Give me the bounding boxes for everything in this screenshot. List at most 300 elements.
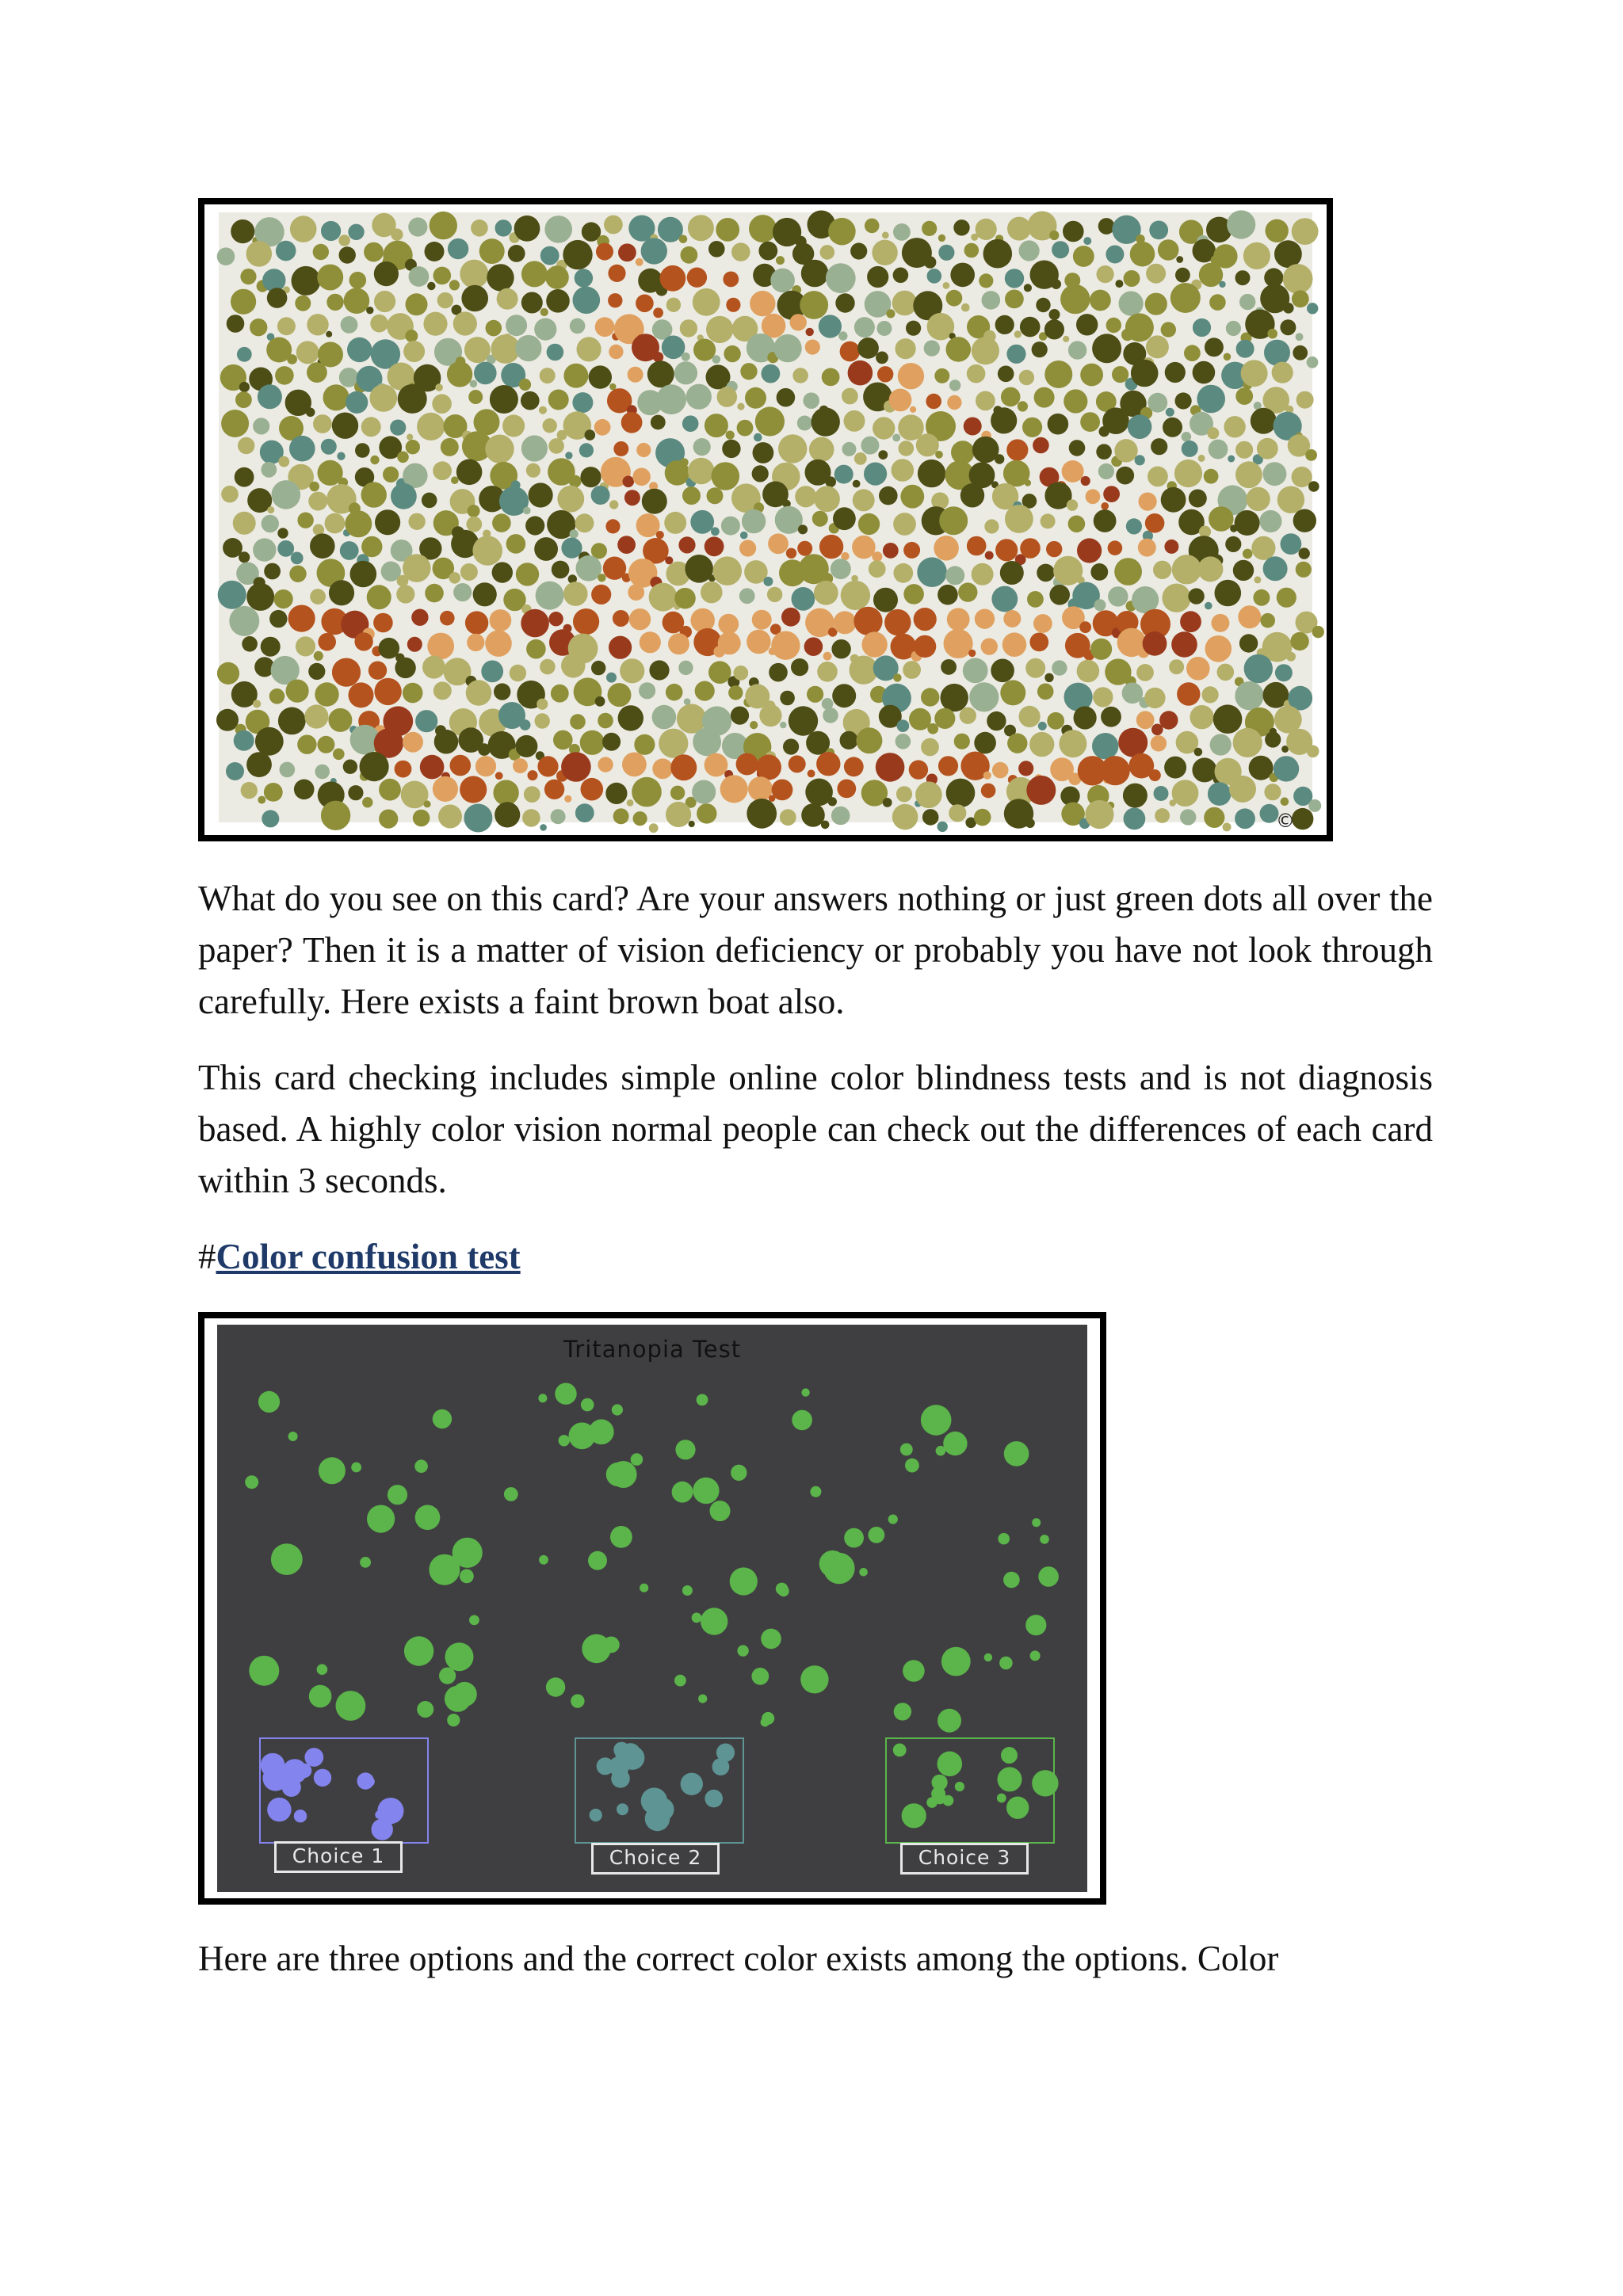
boat-dot (395, 761, 412, 778)
boat-dot (861, 631, 887, 657)
test-dot (674, 1675, 686, 1687)
plate-dot (857, 338, 879, 359)
plate-dot (1190, 705, 1213, 729)
plate-dot (321, 439, 337, 455)
test-dot (319, 1457, 346, 1484)
plate-dot (974, 809, 991, 826)
plate-dot (693, 728, 721, 757)
plate-dot (438, 805, 462, 829)
plate-dot (745, 387, 766, 409)
plate-dot (783, 738, 799, 754)
plate-dot (1176, 256, 1183, 263)
plate-dot (1076, 314, 1098, 335)
plate-dot (1112, 366, 1128, 383)
plate-dot (1128, 414, 1152, 439)
plate-dot (534, 537, 558, 561)
plate-dot (295, 296, 311, 311)
plate-dot (598, 574, 605, 582)
choice-3-swatch-dot (1001, 1747, 1018, 1764)
plate-dot (882, 232, 889, 239)
test-dot (559, 1435, 570, 1446)
plate-dot (1209, 506, 1234, 532)
plate-dot (892, 291, 918, 316)
boat-dot (992, 762, 1009, 779)
boat-dot (848, 360, 873, 386)
test-dot (675, 1440, 695, 1459)
plate-dot (627, 799, 634, 807)
test-dot (610, 1526, 632, 1548)
plate-dot (546, 289, 570, 313)
plate-dot (407, 434, 413, 441)
choice-3-swatch-dot (1040, 1772, 1048, 1779)
boat-dot (876, 753, 905, 782)
test-dot (761, 1718, 770, 1727)
plate-dot (328, 708, 352, 732)
test-dot (414, 1459, 428, 1473)
plate-dot (853, 489, 875, 511)
plate-dot (613, 808, 629, 824)
plate-dot (935, 451, 943, 459)
boat-dot (548, 612, 563, 626)
plate-dot (708, 661, 731, 684)
plate-dot (563, 240, 592, 269)
plate-dot (939, 506, 968, 535)
plate-dot (403, 554, 431, 582)
plate-dot (876, 352, 888, 364)
plate-dot (366, 307, 373, 314)
plate-dot (692, 780, 716, 804)
plate-dot (235, 467, 254, 487)
test-dot (367, 1505, 395, 1533)
plate-dot (1052, 660, 1067, 675)
boat-dot (318, 633, 336, 651)
plate-dot (470, 380, 478, 388)
plate-dot (777, 388, 796, 407)
plate-dot (938, 585, 958, 605)
plate-dot (460, 260, 488, 288)
plate-dot (1080, 364, 1103, 387)
plate-dot (987, 711, 1006, 730)
plate-dot (1092, 733, 1118, 759)
plate-dot (468, 505, 480, 517)
test-dot (905, 1459, 919, 1473)
plate-dot (332, 413, 358, 439)
plate-dot (521, 261, 548, 287)
boat-dot (968, 650, 976, 657)
boat-dot (910, 406, 916, 413)
plate-dot (466, 517, 482, 532)
plate-dot (229, 606, 259, 636)
plate-dot (1274, 756, 1299, 781)
plate-dot (396, 585, 414, 603)
plate-dot (561, 654, 586, 678)
boat-dot (718, 614, 739, 635)
plate-dot (1188, 588, 1204, 604)
plate-dot (1197, 556, 1223, 582)
test-dot (360, 1557, 371, 1568)
choice-1-swatch-dot (304, 1748, 323, 1767)
plate-dot (1123, 784, 1148, 808)
plate-dot (460, 563, 478, 581)
choice-3-swatch-dot (934, 1792, 946, 1804)
choice-1-button[interactable]: Choice 1 (274, 1841, 403, 1873)
plate-dot (1208, 782, 1232, 806)
test-dot (504, 1487, 518, 1501)
plate-dot (313, 244, 329, 260)
plate-dot (406, 440, 420, 454)
plate-dot (490, 385, 518, 414)
boat-dot (797, 541, 812, 556)
plate-dot (769, 663, 788, 682)
plate-dot (620, 658, 644, 683)
plate-dot (1259, 510, 1281, 532)
choice-1-swatch-dot (261, 1753, 285, 1778)
test-dot (701, 1608, 727, 1634)
boat-dot (877, 366, 893, 382)
plate-dot (1151, 438, 1167, 455)
plate-dot (1274, 240, 1302, 268)
plate-dot (552, 561, 570, 579)
plate-dot (1025, 479, 1032, 486)
test-dot (730, 1567, 758, 1595)
plate-dot (534, 318, 556, 341)
plate-dot (524, 786, 540, 803)
plate-dot (1235, 808, 1255, 829)
boat-dot (1081, 476, 1090, 486)
plate-dot (1007, 217, 1031, 241)
boat-dot (427, 633, 454, 660)
boat-dot (629, 608, 651, 630)
plate-dot (563, 582, 588, 606)
plate-dot (834, 465, 854, 484)
plate-dot (1197, 385, 1225, 414)
plate-dot (1126, 518, 1142, 534)
plate-dot (341, 316, 358, 334)
plate-dot (651, 415, 666, 430)
boat-dot (1079, 621, 1091, 633)
plate-dot (487, 264, 514, 291)
plate-dot (1080, 412, 1100, 432)
test-dot (439, 1668, 456, 1684)
plate-dot (258, 384, 282, 409)
plate-dot (1052, 241, 1069, 258)
plate-dot (355, 443, 370, 458)
plate-dot (278, 456, 289, 467)
plate-dot (873, 588, 898, 612)
plate-dot (1092, 334, 1121, 363)
test-dot (936, 1446, 946, 1456)
boat-dot (528, 770, 538, 780)
test-dot (999, 1657, 1013, 1670)
plate-dot (1155, 808, 1170, 823)
test-dot (415, 1505, 441, 1531)
plate-dot (423, 312, 447, 336)
choice-2-button[interactable]: Choice 2 (591, 1843, 720, 1875)
plate-dot (1136, 664, 1154, 681)
boat-dot (926, 394, 941, 410)
plate-dot (1204, 807, 1224, 828)
plate-dot (1124, 808, 1146, 830)
plate-dot (1299, 547, 1310, 559)
plate-dot (290, 215, 317, 242)
boat-dot (768, 533, 789, 554)
plate-dot (1292, 218, 1319, 245)
plate-dot (666, 298, 681, 312)
plate-dot (1266, 219, 1289, 242)
plate-dot (879, 486, 898, 505)
boat-dot (440, 611, 455, 626)
plate-dot (403, 341, 425, 362)
plate-dot (323, 384, 349, 410)
plate-dot (1064, 389, 1087, 413)
choice-2-swatch-dot (716, 1744, 735, 1762)
plate-dot (434, 730, 459, 754)
color-confusion-test-link[interactable]: Color confusion test (216, 1237, 521, 1276)
boat-dot (668, 633, 689, 654)
boat-dot (1171, 631, 1197, 658)
boat-dot (914, 635, 936, 658)
plate-dot (934, 368, 949, 383)
plate-dot (1146, 264, 1166, 284)
plate-dot (515, 735, 537, 757)
test-dot (445, 1642, 474, 1671)
plate-dot (1049, 231, 1059, 240)
plate-dot (1235, 461, 1262, 488)
plate-dot (674, 588, 696, 609)
plate-dot (453, 583, 472, 601)
plate-dot (348, 785, 363, 800)
boat-dot (1026, 776, 1056, 805)
plate-dot (1006, 345, 1025, 364)
plate-dot (1296, 391, 1314, 409)
plate-dot (1293, 509, 1316, 532)
boat-dot (628, 584, 644, 601)
plate-dot (370, 456, 379, 464)
boat-dot (1103, 486, 1120, 502)
test-dot (693, 1478, 719, 1504)
boat-dot (981, 784, 996, 799)
test-dot (599, 1638, 608, 1646)
plate-dot (1292, 808, 1313, 830)
plate-dot (422, 656, 445, 679)
test-dot (288, 1432, 298, 1441)
boat-dot (403, 732, 423, 753)
plate-dot (682, 353, 690, 361)
plate-dot (1277, 588, 1296, 608)
plate-dot (218, 581, 246, 609)
plate-dot (576, 555, 602, 582)
plate-dot (961, 303, 970, 312)
plate-dot (345, 510, 372, 537)
boat-dot (947, 608, 970, 631)
plate-dot (307, 362, 327, 383)
plate-dot (1202, 686, 1219, 703)
plate-dot (964, 243, 980, 258)
plate-dot (217, 662, 239, 685)
plate-dot (674, 361, 697, 384)
plate-dot (1119, 292, 1144, 316)
plate-dot (246, 583, 274, 611)
choice-1-swatch-dot (365, 1776, 375, 1787)
boat-dot (1062, 460, 1084, 482)
plate-dot (1257, 438, 1278, 460)
plate-dot (903, 661, 921, 679)
plate-dot (1163, 418, 1182, 437)
plate-dot (433, 681, 452, 700)
plate-dot (1116, 467, 1134, 485)
plate-dot (886, 309, 895, 318)
plate-dot (525, 516, 544, 535)
plate-dot (580, 467, 601, 487)
plate-dot (551, 685, 569, 703)
plate-dot (544, 215, 572, 243)
plate-dot (716, 218, 739, 242)
plate-dot (424, 800, 431, 807)
plate-dot (1083, 237, 1091, 245)
plate-dot (1090, 563, 1108, 581)
plate-dot (842, 388, 858, 405)
plate-dot (227, 315, 245, 333)
plate-dot (1093, 687, 1113, 707)
boat-dot (883, 543, 899, 559)
boat-dot (854, 607, 882, 635)
plate-dot (367, 585, 391, 609)
choice-3-button[interactable]: Choice 3 (900, 1843, 1029, 1875)
test-dot (539, 1555, 548, 1565)
test-dot (447, 1714, 460, 1726)
plate-dot (983, 239, 1013, 269)
plate-dot (1101, 707, 1121, 727)
plate-dot (269, 610, 287, 627)
plate-dot (479, 238, 505, 264)
boat-dot (752, 610, 772, 630)
test-dot (710, 1501, 731, 1521)
plate-dot (856, 727, 882, 753)
plate-dot (570, 529, 579, 538)
plate-dot (543, 418, 557, 433)
plate-dot (1281, 797, 1289, 806)
plate-dot (398, 384, 427, 414)
plate-dot (1148, 467, 1168, 487)
test-dot (1030, 1650, 1041, 1661)
plate-dot (340, 541, 359, 560)
plate-dot (545, 265, 569, 289)
plate-dot (1044, 319, 1064, 339)
plate-dot (1067, 499, 1078, 510)
plate-dot (395, 658, 415, 678)
plate-dot (778, 434, 807, 463)
plate-dot (294, 780, 315, 800)
plate-dot (337, 452, 345, 460)
boat-dot (595, 317, 615, 337)
plate-dot (753, 442, 774, 463)
boat-dot (1029, 633, 1048, 652)
plate-dot (776, 256, 785, 265)
plate-dot (1175, 392, 1192, 409)
test-dot (672, 1482, 693, 1503)
boat-dot (771, 631, 800, 660)
boat-dot (1205, 635, 1232, 662)
plate-dot (1193, 361, 1216, 384)
test-dot (460, 1569, 474, 1584)
plate-dot (809, 437, 834, 463)
boat-dot (739, 540, 756, 556)
plate-dot (641, 238, 667, 264)
boat-dot (789, 755, 806, 772)
plate-dot (666, 802, 691, 827)
plate-dot (449, 280, 460, 290)
plate-dot (609, 383, 616, 390)
plate-dot (1251, 408, 1277, 434)
plate-dot (1260, 613, 1275, 628)
plate-dot (767, 587, 782, 602)
boat-dot (594, 419, 611, 436)
plate-dot (241, 782, 258, 799)
plate-dot (526, 639, 546, 659)
paragraph-1: What do you see on this card? Are your answers nothing or just green dots all over the paper? Then it is a matter of vision deficiency or probably you have not look through carefully. Here exists a faint brown boat also. (198, 879, 1433, 1021)
boat-dot (513, 758, 528, 773)
plate-dot (976, 219, 997, 240)
plate-dot (433, 267, 452, 285)
plate-dot (1236, 340, 1254, 358)
plate-dot (770, 269, 795, 293)
plate-dot (1296, 333, 1304, 341)
boat-dot (640, 631, 661, 653)
plate-dot (731, 242, 750, 261)
plate-dot (949, 379, 960, 391)
plate-dot (325, 513, 346, 534)
test-dot (336, 1691, 366, 1721)
test-dot (984, 1653, 992, 1661)
plate-dot (823, 707, 838, 723)
plate-dot (344, 288, 370, 314)
test-dot (792, 1410, 812, 1431)
plate-dot (817, 662, 838, 682)
plate-dot (938, 822, 948, 832)
plate-dot (995, 454, 1004, 463)
plate-dot (437, 292, 453, 308)
boat-dot (678, 536, 695, 553)
plate-dot (688, 215, 714, 241)
plate-dot (896, 338, 916, 359)
test-dot (800, 1665, 828, 1693)
plate-dot (822, 368, 840, 387)
plate-dot (1172, 780, 1199, 807)
boat-dot (573, 608, 599, 635)
plate-dot (1219, 281, 1225, 288)
plate-dot (329, 580, 354, 605)
plate-dot (893, 563, 913, 583)
test-dot (417, 1701, 433, 1718)
plate-dot (678, 661, 693, 675)
plate-dot (797, 416, 812, 431)
plate-dot (922, 809, 939, 826)
plate-dot (1019, 370, 1034, 385)
plate-dot (946, 290, 963, 307)
test-dot (869, 1527, 885, 1543)
plate-dot (800, 291, 828, 319)
boat-dot (608, 265, 625, 282)
plate-dot (1090, 290, 1111, 311)
plate-dot (960, 483, 984, 507)
boat-dot (983, 772, 991, 780)
plate-dot (267, 288, 288, 308)
plate-dot (314, 651, 323, 661)
plate-dot (361, 417, 381, 437)
test-dot (801, 1388, 809, 1396)
test-dot (581, 1398, 594, 1412)
plate-dot (689, 821, 695, 827)
